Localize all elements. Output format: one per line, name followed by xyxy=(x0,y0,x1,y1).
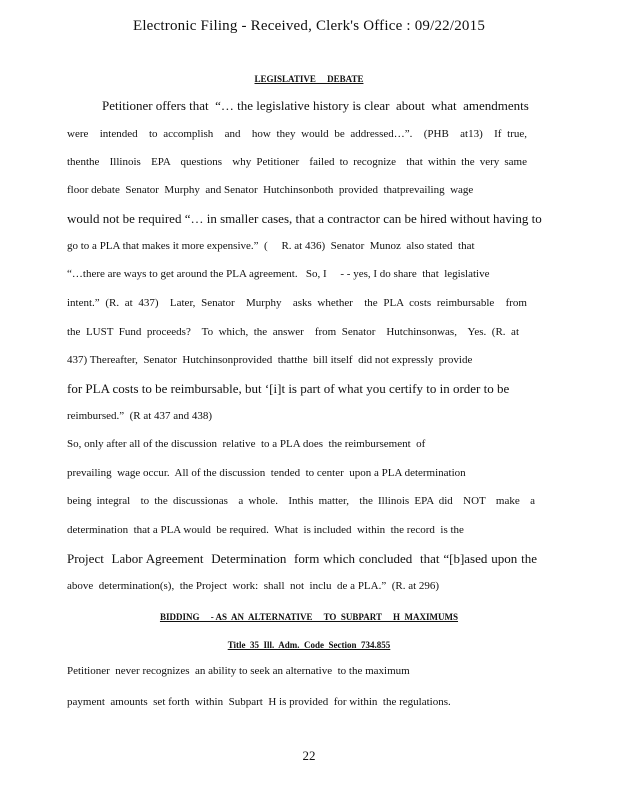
section-heading-bidding: BIDDING - AS AN ALTERNATIVE TO SUBPART H MAXIMUMS xyxy=(159,612,459,622)
regulation-citation-heading: Title 35 Ill. Adm. Code Section 734.855 xyxy=(227,640,391,650)
body-line: 437) Thereafter, Senator Hutchinsonprovided thatthe bill itself did not expressly provide xyxy=(67,354,473,366)
body-line: floor debate Senator Murphy and Senator Hutchinsonboth provided thatprevailing wage xyxy=(67,184,474,196)
body-line: Petitioner never recognizes an ability to seek an alternative to the maximum xyxy=(67,665,410,677)
body-line: Petitioner offers that “… the legislative history is clear about what amendments xyxy=(102,98,529,113)
body-line: prevailing wage occur. All of the discussion tended to center upon a PLA determination xyxy=(67,467,466,479)
body-line: determination that a PLA would be required. What is included within the record is the xyxy=(67,524,464,536)
body-line: intent.” (R. at 437) Later, Senator Murphy asks whether the PLA costs reimbursable from xyxy=(67,297,527,309)
body-line: were intended to accomplish and how they would be addressed…”. (PHB at13) If true, xyxy=(67,128,527,140)
section-heading-legislative-debate: LEGISLATIVE DEBATE xyxy=(254,74,364,84)
filing-header: Electronic Filing - Received, Clerk's Office : 09/22/2015 xyxy=(132,18,486,34)
body-line: the LUST Fund proceeds? To which, the answer from Senator Hutchinsonwas, Yes. (R. at xyxy=(67,326,519,338)
body-line: Project Labor Agreement Determination form which concluded that “[b]ased upon the xyxy=(67,551,537,566)
body-line: “…there are ways to get around the PLA agreement. So, I - - yes, I do share that legislative xyxy=(67,268,490,280)
body-line: reimbursed.” (R at 437 and 438) xyxy=(67,410,213,422)
body-line: go to a PLA that makes it more expensive.” ( R. at 436) Senator Munoz also stated that xyxy=(67,240,475,252)
body-line: So, only after all of the discussion relative to a PLA does the reimbursement of xyxy=(67,438,426,450)
body-line: being integral to the discussionas a whole. Inthis matter, the Illinois EPA did NOT make a xyxy=(67,495,535,507)
body-line: thenthe Illinois EPA questions why Petitioner failed to recognize that within the very same xyxy=(67,156,527,168)
body-line: payment amounts set forth within Subpart H is provided for within the regulations. xyxy=(67,696,451,708)
page-number: 22 xyxy=(302,748,316,763)
body-line: would not be required “… in smaller cases, that a contractor can be hired without having to xyxy=(67,211,542,226)
body-line: for PLA costs to be reimbursable, but ‘[i]t is part of what you certify to in order to be xyxy=(67,381,510,396)
body-line: above determination(s), the Project work: shall not inclu de a PLA.” (R. at 296) xyxy=(67,580,440,592)
